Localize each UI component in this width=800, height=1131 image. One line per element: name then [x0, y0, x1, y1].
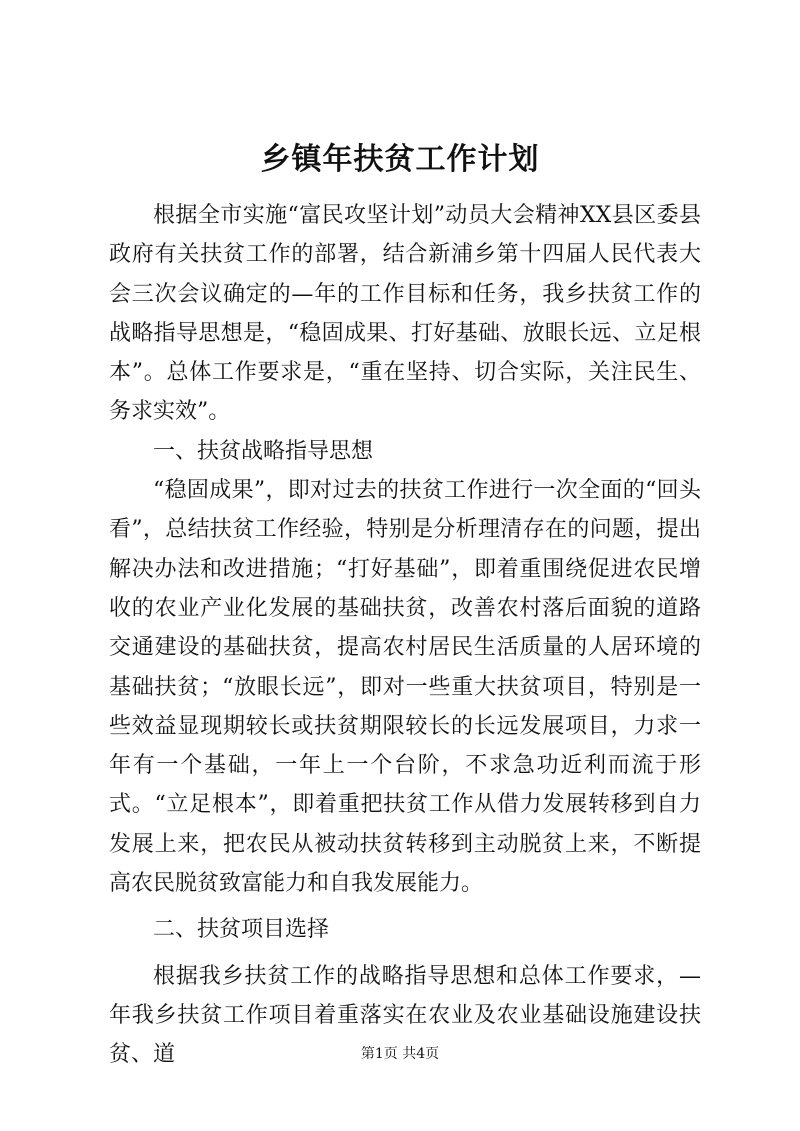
- paragraph-intro: 根据全市实施“富民攻坚计划”动员大会精神XX县区委县政府有关扶贫工作的部署，结合新浦乡第十四届人民代表大会三次会议确定的—年的工作目标和任务，我乡扶贫工作的战略指导思想是，“稳固成果、打好基础、放眼长远、立足根本”。总体工作要求是，“重在坚持、切合实际，关注民生、务求实效”。: [109, 203, 701, 425]
- section-heading-2: 二、扶贫项目选择: [153, 917, 330, 943]
- page-footer: 第1页 共4页: [360, 1046, 440, 1062]
- document-body: [109, 196, 701, 1075]
- paragraph-strategy: “稳固成果”，即对过去的扶贫工作进行一次全面的“回头看”，总结扶贫工作经验，特别是分析理清存在的问题，提出解决办法和改进措施；“打好基础”，即着重围绕促进农民增收的农业产业化发展的基础扶贫，改善农村落后面貌的道路交通建设的基础扶贫，提高农村居民生活质量的人居环境的基础扶贫；“放眼长远”，即对一些重大扶贫项目，特别是一些效益显现期较长或扶贫期限较长的长远发展项目，力求一年有一个基础，一年上一个台阶，不求急功近利而流于形式。“立足根本”，即着重把扶贫工作从借力发展转移到自力发展上来，把农民从被动扶贫转移到主动脱贫上来，不断提高农民脱贫致富能力和自我发展能力。: [109, 478, 701, 897]
- page-title: 乡镇年扶贫工作计划: [260, 142, 540, 177]
- section-heading-1: 一、扶贫战略指导思想: [153, 438, 374, 464]
- paragraph-projects: 根据我乡扶贫工作的战略指导思想和总体工作要求，—年我乡扶贫工作项目着重落实在农业及农业基础设施建设扶贫、道: [109, 963, 701, 1068]
